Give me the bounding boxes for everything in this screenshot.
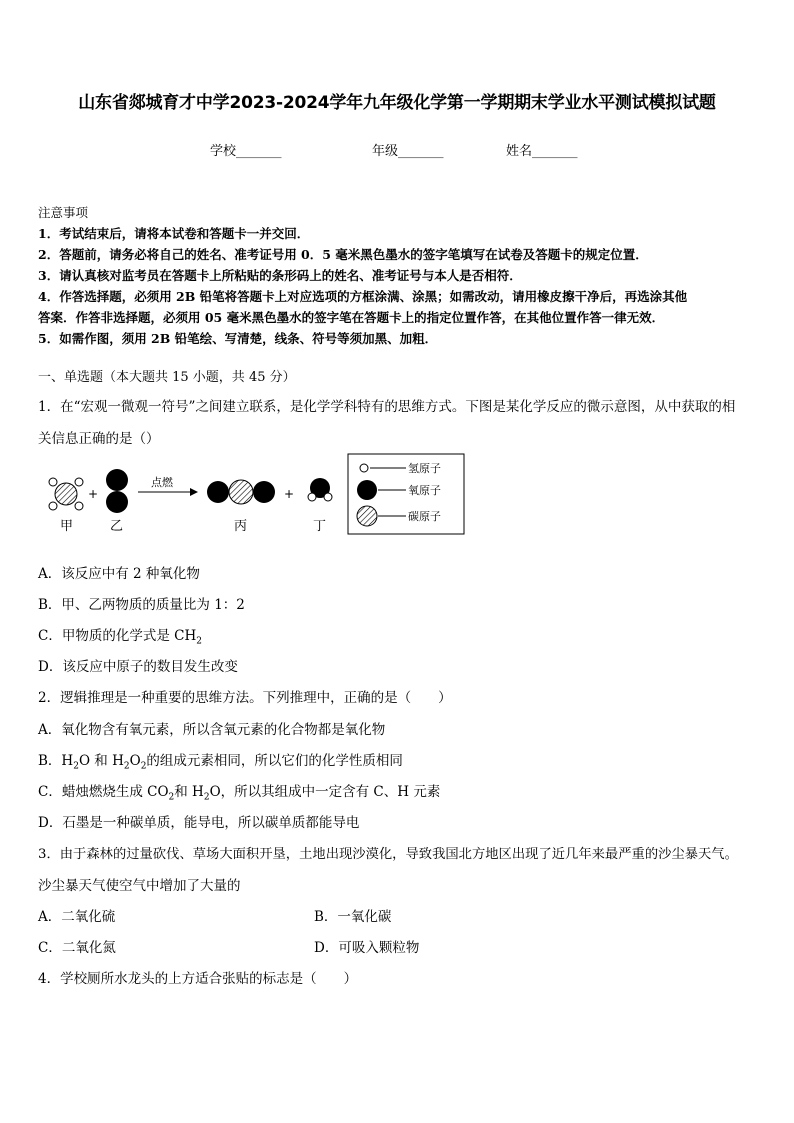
note-item: 1．考试结束后，请将本试卷和答题卡一并交回．	[38, 226, 310, 241]
text-part: 和 H	[174, 784, 204, 800]
legend-hydrogen: 氢原子	[408, 462, 441, 475]
grade-field[interactable]: 年级_______	[372, 144, 444, 159]
q1-stem-line2: 关信息正确的是（）	[38, 431, 160, 447]
legend-oxygen: 氧原子	[408, 484, 441, 497]
q3-option-b[interactable]: B．一氧化碳	[314, 909, 392, 925]
note-item: 答案．作答非选择题，必须用 05 毫米黑色墨水的签字笔在答题卡上的指定位置作答，在其他位置作答一律无效．	[38, 310, 665, 325]
text-part: 的组成元素相同，所以它们的化学性质相同	[146, 753, 403, 769]
molecule-jia	[49, 478, 83, 510]
plus-sign: +	[88, 487, 99, 501]
subscript: 2	[123, 761, 130, 772]
legend-carbon-marker	[357, 506, 377, 526]
text-part: O	[129, 753, 141, 769]
molecule-yi	[106, 469, 128, 513]
label-yi: 乙	[110, 519, 124, 534]
q2-option-d[interactable]: D．石墨是一种碳单质，能导电，所以碳单质都能导电	[38, 815, 360, 831]
legend-oxygen-marker	[357, 480, 377, 500]
notes-heading: 注意事项	[38, 205, 89, 220]
q4-stem: 4．学校厕所水龙头的上方适合张贴的标志是（ ）	[38, 971, 358, 987]
q1-option-a[interactable]: A．该反应中有 2 种氧化物	[38, 566, 200, 582]
note-item: 3．请认真核对监考员在答题卡上所粘贴的条形码上的姓名、准考证号与本人是否相符．	[38, 268, 522, 283]
q1-option-d[interactable]: D．该反应中原子的数目发生改变	[38, 659, 238, 675]
q2-stem: 2．逻辑推理是一种重要的思维方法。下列推理中，正确的是（ ）	[38, 690, 452, 706]
q2-option-a[interactable]: A．氧化物含有氧元素，所以含氧元素的化合物都是氧化物	[38, 722, 386, 738]
note-item: 5．如需作图，须用 2B 铅笔绘、写清楚，线条、符号等须加黑、加粗．	[38, 331, 438, 346]
exam-title: 山东省郯城育才中学2023-2024学年九年级化学第一学期期末学业水平测试模拟试题	[78, 93, 716, 113]
q1-option-c-text: C．甲物质的化学式是 CH	[38, 628, 197, 644]
subscript: 2	[140, 761, 147, 772]
legend	[348, 454, 464, 534]
text-part: C．蜡烛燃烧生成 CO	[38, 784, 169, 800]
label-jia: 甲	[60, 519, 74, 534]
q3-option-c[interactable]: C．二氧化氮	[38, 940, 116, 956]
q3-option-a[interactable]: A．二氧化硫	[38, 909, 116, 925]
q1-option-c[interactable]	[38, 624, 202, 647]
subscript: 2	[168, 792, 175, 803]
text-part: O 和 H	[78, 753, 124, 769]
subscript: 2	[196, 636, 202, 647]
molecule-ding	[308, 478, 332, 501]
reaction-condition: 点燃	[151, 476, 173, 489]
plus-sign: +	[284, 487, 295, 501]
legend-carbon: 碳原子	[408, 510, 441, 523]
legend-hydrogen-marker	[360, 464, 368, 472]
school-field[interactable]: 学校_______	[210, 144, 282, 159]
q3-stem-line2: 沙尘暴天气使空气中增加了大量的	[38, 878, 241, 894]
text-part: O，所以其组成中一定含有 C、H 元素	[209, 784, 441, 800]
text-part: B．H	[38, 753, 74, 769]
notes-section	[38, 202, 758, 349]
q1-option-b[interactable]: B．甲、乙两物质的质量比为 1：2	[38, 597, 245, 613]
q3-stem-line1: 3．由于森林的过量砍伐、草场大面积开垦，土地出现沙漠化，导致我国北方地区出现了近几年来最严重的沙尘暴天气。	[38, 847, 738, 862]
reaction-svg	[40, 452, 760, 548]
label-bing: 丙	[234, 519, 248, 534]
note-item: 2．答题前，请务必将自己的姓名、准考证号用 0．5 毫米黑色墨水的签字笔填写在试卷及答题卡的规定位置．	[38, 247, 648, 262]
q2-option-b[interactable]	[38, 749, 403, 772]
name-field[interactable]: 姓名_______	[506, 144, 578, 159]
subscript: 2	[203, 792, 210, 803]
arrow-head	[190, 488, 198, 496]
q3-option-d[interactable]: D．可吸入颗粒物	[314, 940, 420, 956]
note-item: 4．作答选择题，必须用 2B 铅笔将答题卡上对应选项的方框涂满、涂黑；如需改动，请用橡皮擦干净后，再选涂其他	[38, 289, 688, 304]
subscript: 2	[73, 761, 79, 772]
q1-stem-line1: 1．在“宏观一微观一符号”之间建立联系，是化学学科特有的思维方式。下图是某化学反应的微示意图，从中获取的相	[38, 399, 736, 415]
q2-option-c[interactable]	[38, 780, 440, 803]
section-heading: 一、单选题（本大题共 15 小题，共 45 分）	[38, 370, 296, 385]
molecule-bing	[207, 480, 275, 504]
reaction-diagram	[40, 452, 760, 548]
label-ding: 丁	[313, 519, 327, 534]
